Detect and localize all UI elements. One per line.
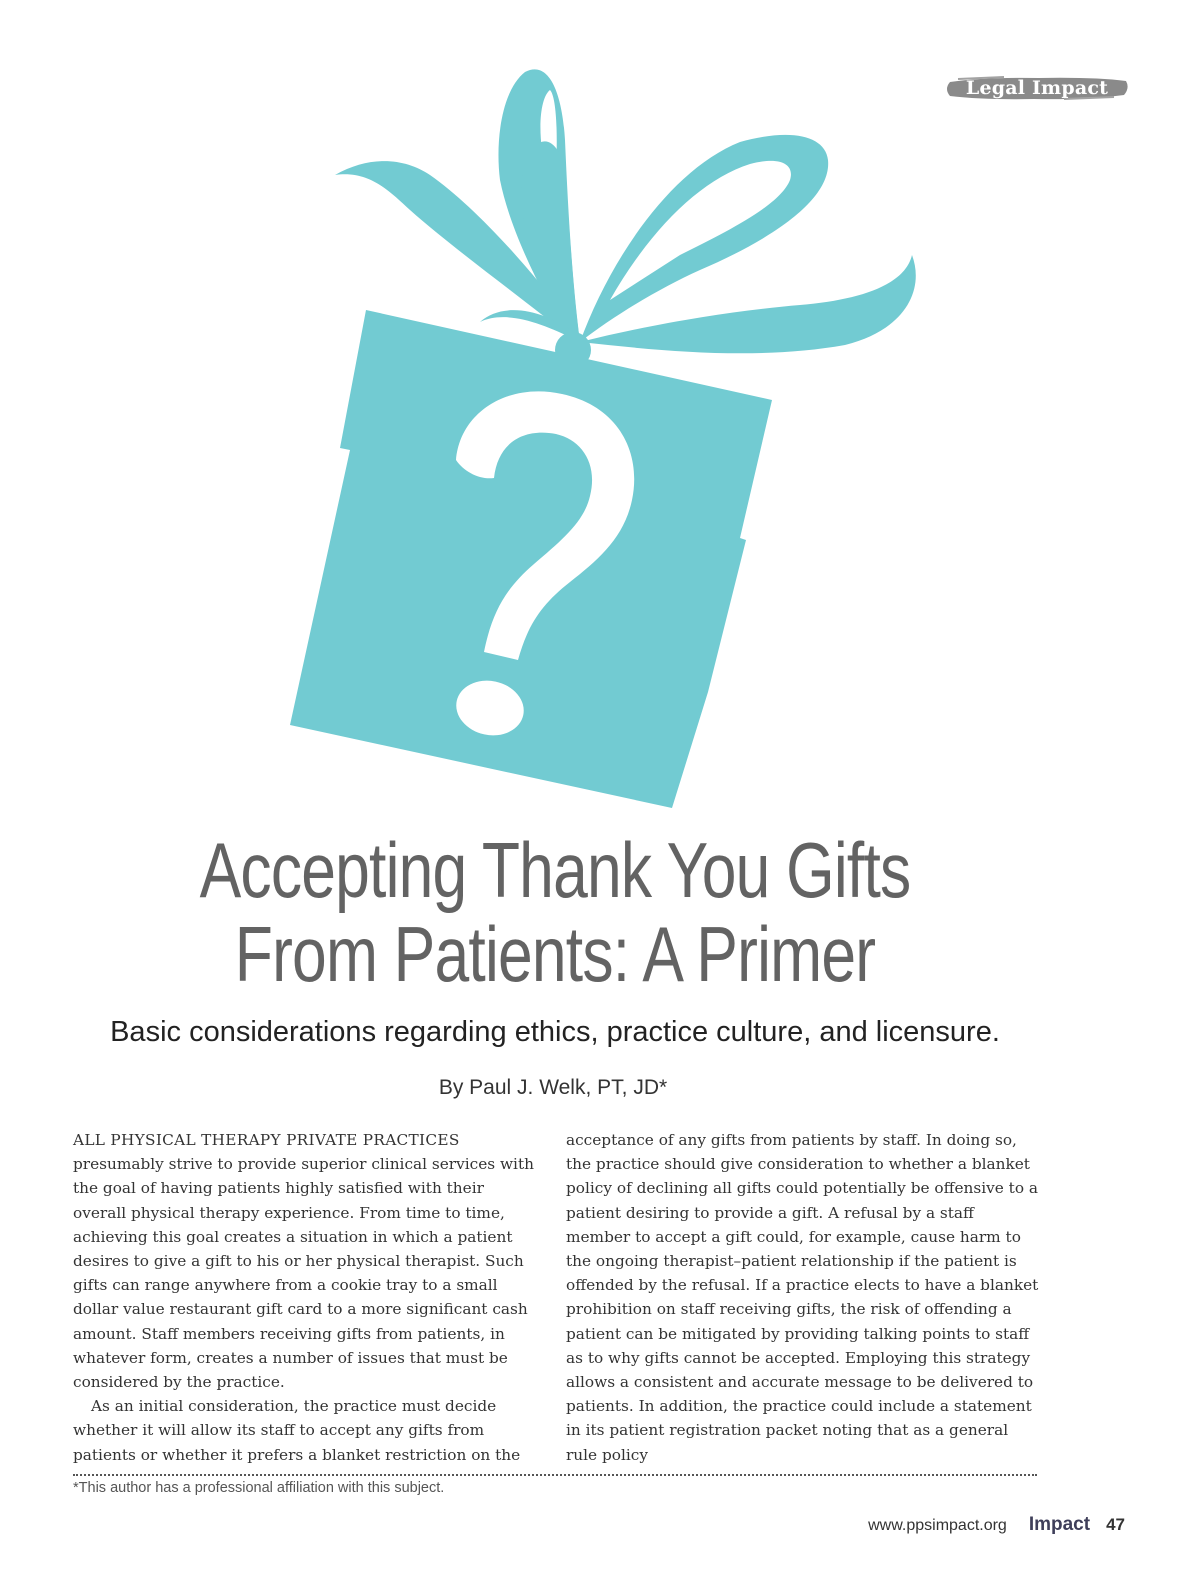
page-footer <box>868 1514 1125 1536</box>
section-tag <box>944 74 1130 102</box>
body-paragraph: presumably strive to provide superior clinical services with the goal of having patients highly satisfied with their overall physical therapy experience. From time to time, achieving this goal creates a situation in which a patient desires to give a gift to his or her physical therapist. Such gifts can range anywhere from a cookie tray to a small dollar value restaurant gift card to a more significant cash amount. Staff members receiving gifts from patients, in whatever form, creates a number of issues that must be considered by the practice. <box>73 1155 534 1392</box>
title-line-1: Accepting Thank You Gifts <box>199 826 911 914</box>
footnote-divider <box>73 1474 1037 1476</box>
body-column-right <box>566 1128 1041 1467</box>
gift-box-icon <box>290 310 772 808</box>
section-label: Legal Impact <box>965 77 1109 99</box>
body-column-left <box>73 1128 535 1467</box>
footnote: *This author has a professional affiliation with this subject. <box>73 1480 445 1496</box>
title-line-2: From Patients: A Primer <box>234 910 876 998</box>
byline: By Paul J. Welk, PT, JD* <box>438 1076 668 1099</box>
page-number: 47 <box>1106 1515 1125 1534</box>
magazine-name: Impact <box>1028 1514 1091 1535</box>
gift-box-illustration <box>280 60 920 820</box>
article-title <box>100 828 1010 996</box>
article-subtitle: Basic considerations regarding ethics, practice culture, and licensure. <box>110 1016 1000 1048</box>
body-paragraph: acceptance of any gifts from patients by staff. In doing so, the practice should give consideration to whether a blanket policy of declining all gifts could potentially be offensive to a patient desiring to provide a gift. A refusal by a staff member to accept a gift could, for example, cause harm to the ongoing therapist–patient relationship if the patient is offended by the refusal. If a practice elects to have a blanket prohibition on staff receiving gifts, the risk of offending a patient can be mitigated by providing talking points to staff as to why gifts cannot be accepted. Employing this strategy allows a consistent and accurate message to be delivered to patients. In addition, the practice could include a statement in its patient registration packet noting that as a general rule policy <box>566 1131 1039 1464</box>
lead-in: ALL PHYSICAL THERAPY PRIVATE PRACTICES <box>73 1131 460 1149</box>
footer-url[interactable]: www.ppsimpact.org <box>868 1517 1007 1534</box>
body-paragraph: As an initial consideration, the practice must decide whether it will allow its staff to accept any gifts from patients or whether it prefers a blanket restriction on the <box>73 1397 521 1464</box>
